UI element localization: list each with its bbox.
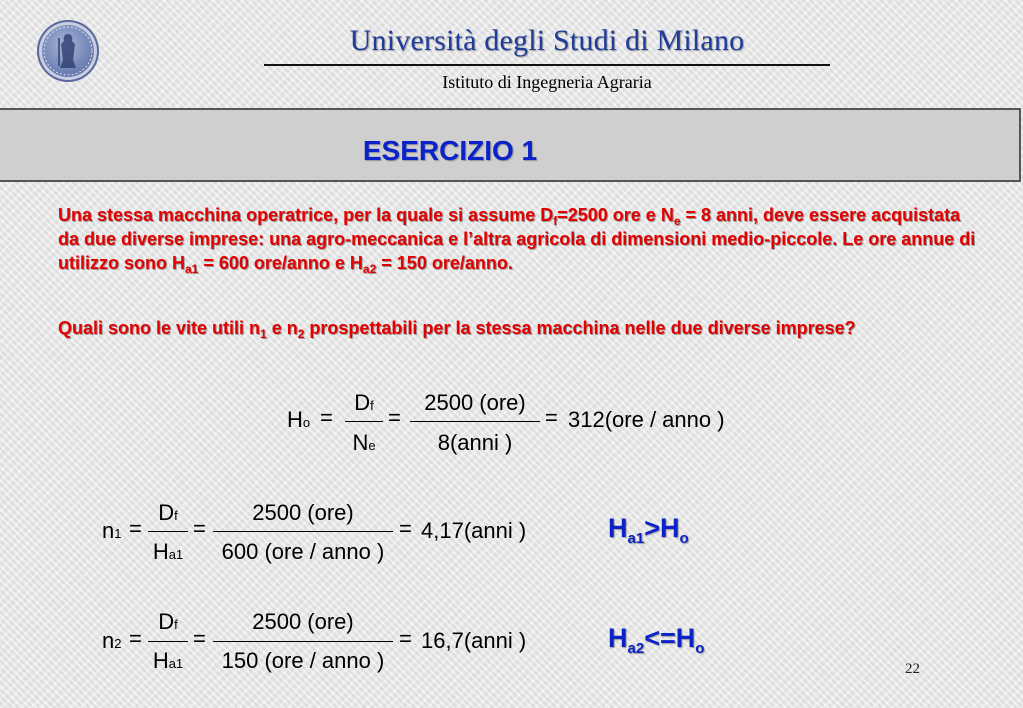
problem-text: = 600 ore/anno e H bbox=[198, 253, 363, 273]
institute-title: Istituto di Ingegneria Agraria bbox=[442, 72, 652, 92]
eq3-f1-num-symbol: D bbox=[158, 609, 175, 634]
problem-subscript: a2 bbox=[362, 262, 377, 276]
eq1-f2-bar bbox=[410, 421, 540, 422]
cond2-symbol: H bbox=[608, 623, 628, 653]
eq1-f1-num-symbol: D bbox=[354, 390, 371, 415]
condition-ha1 bbox=[608, 513, 689, 547]
eq3-equals-1: = bbox=[129, 626, 142, 651]
eq3-f2-num: 2500 (ore) bbox=[252, 609, 354, 634]
eq2-lhs-subscript: 1 bbox=[114, 526, 122, 541]
problem-text: Una stessa macchina operatrice, per la quale si assume D bbox=[58, 205, 554, 225]
eq3-result: 16,7(anni ) bbox=[421, 628, 527, 653]
eq1-f1-den-symbol: N bbox=[352, 430, 369, 455]
eq2-f1-den bbox=[148, 539, 188, 565]
eq3-f1-num bbox=[148, 609, 188, 635]
eq2-f2-num: 2500 (ore) bbox=[252, 500, 354, 525]
eq1-f1-num-subscript: f bbox=[370, 398, 374, 413]
condition-ha2 bbox=[608, 623, 705, 657]
eq1-lhs bbox=[287, 407, 310, 433]
problem-text: =2500 ore e N bbox=[557, 205, 674, 225]
eq3-equals-3: = bbox=[399, 626, 412, 651]
eq3-lhs bbox=[102, 628, 121, 654]
page-number: 22 bbox=[905, 661, 920, 677]
eq3-f1-den-subscript: a1 bbox=[168, 656, 184, 671]
eq3-f2-bar bbox=[213, 641, 393, 642]
problem-subscript: f bbox=[553, 214, 558, 228]
problem-text: = 150 ore/anno. bbox=[376, 253, 513, 273]
eq3-lhs-symbol: n bbox=[102, 628, 115, 653]
cond1-subscript: a1 bbox=[627, 530, 645, 547]
problem-statement bbox=[58, 203, 978, 275]
question-text: prospettabili per la stessa macchina nelle due diverse imprese? bbox=[304, 318, 856, 338]
eq2-lhs bbox=[102, 518, 121, 544]
eq2-f2-den: 600 (ore / anno ) bbox=[221, 539, 385, 564]
eq1-equals-2: = bbox=[388, 405, 401, 430]
problem-subscript: a1 bbox=[184, 262, 199, 276]
eq1-lhs-symbol: H bbox=[287, 407, 303, 432]
cond2-subscript-o: o bbox=[695, 640, 705, 657]
eq2-equals-1: = bbox=[129, 516, 142, 541]
eq1-f1-den bbox=[348, 430, 380, 456]
header-divider bbox=[264, 64, 830, 66]
question-subscript: 2 bbox=[297, 327, 305, 341]
problem-question bbox=[58, 316, 978, 340]
eq3-f1-den bbox=[148, 648, 188, 674]
eq3-f2-den: 150 (ore / anno ) bbox=[221, 648, 385, 673]
eq3-f1-bar bbox=[148, 641, 188, 642]
eq2-lhs-symbol: n bbox=[102, 518, 115, 543]
eq1-f1-num bbox=[348, 390, 380, 416]
eq1-lhs-subscript: o bbox=[302, 415, 311, 430]
eq2-equals-2: = bbox=[193, 516, 206, 541]
cond1-symbol: H bbox=[608, 513, 628, 543]
eq1-f1-bar bbox=[345, 421, 383, 422]
exercise-title: ESERCIZIO 1 bbox=[362, 135, 538, 166]
cond2-subscript: a2 bbox=[627, 640, 645, 657]
question-subscript: 1 bbox=[260, 327, 267, 341]
exercise-banner bbox=[0, 108, 1021, 182]
eq2-result: 4,17(anni ) bbox=[421, 518, 527, 543]
eq3-f1-num-subscript: f bbox=[174, 617, 178, 632]
eq2-f1-bar bbox=[148, 531, 188, 532]
cond2-operator: <=H bbox=[644, 623, 696, 653]
eq2-f1-num-subscript: f bbox=[174, 508, 178, 523]
eq2-f1-den-symbol: H bbox=[152, 539, 169, 564]
eq3-f1-den-symbol: H bbox=[152, 648, 169, 673]
eq2-f2-bar bbox=[213, 531, 393, 532]
question-text: Quali sono le vite utili n bbox=[58, 318, 261, 338]
cond1-subscript-o: o bbox=[679, 530, 689, 547]
university-seal-logo bbox=[37, 20, 99, 82]
seal-figure-icon bbox=[37, 20, 99, 82]
eq1-f1-den-subscript: e bbox=[368, 438, 376, 453]
eq2-f1-den-subscript: a1 bbox=[168, 547, 184, 562]
eq2-equals-3: = bbox=[399, 516, 412, 541]
problem-text: = 8 anni, deve essere acquistata da due diverse imprese: una agro-meccanica e l’altra agricola di dimensioni medio-piccole. Le ore annue di utilizzo sono H bbox=[58, 205, 976, 273]
eq1-f2-den: 8(anni ) bbox=[437, 430, 513, 455]
eq1-f2-num: 2500 (ore) bbox=[424, 390, 526, 415]
eq3-lhs-subscript: 2 bbox=[114, 636, 122, 651]
eq1-result: 312(ore / anno ) bbox=[568, 407, 725, 432]
eq1-equals-1: = bbox=[320, 405, 333, 430]
question-text: e n bbox=[266, 318, 298, 338]
eq3-equals-2: = bbox=[193, 626, 206, 651]
cond1-operator: >H bbox=[644, 513, 680, 543]
eq1-equals-3: = bbox=[545, 405, 558, 430]
eq2-f1-num bbox=[148, 500, 188, 526]
eq2-f1-num-symbol: D bbox=[158, 500, 175, 525]
problem-subscript: e bbox=[673, 214, 681, 228]
university-title: Università degli Studi di Milano bbox=[349, 24, 745, 57]
